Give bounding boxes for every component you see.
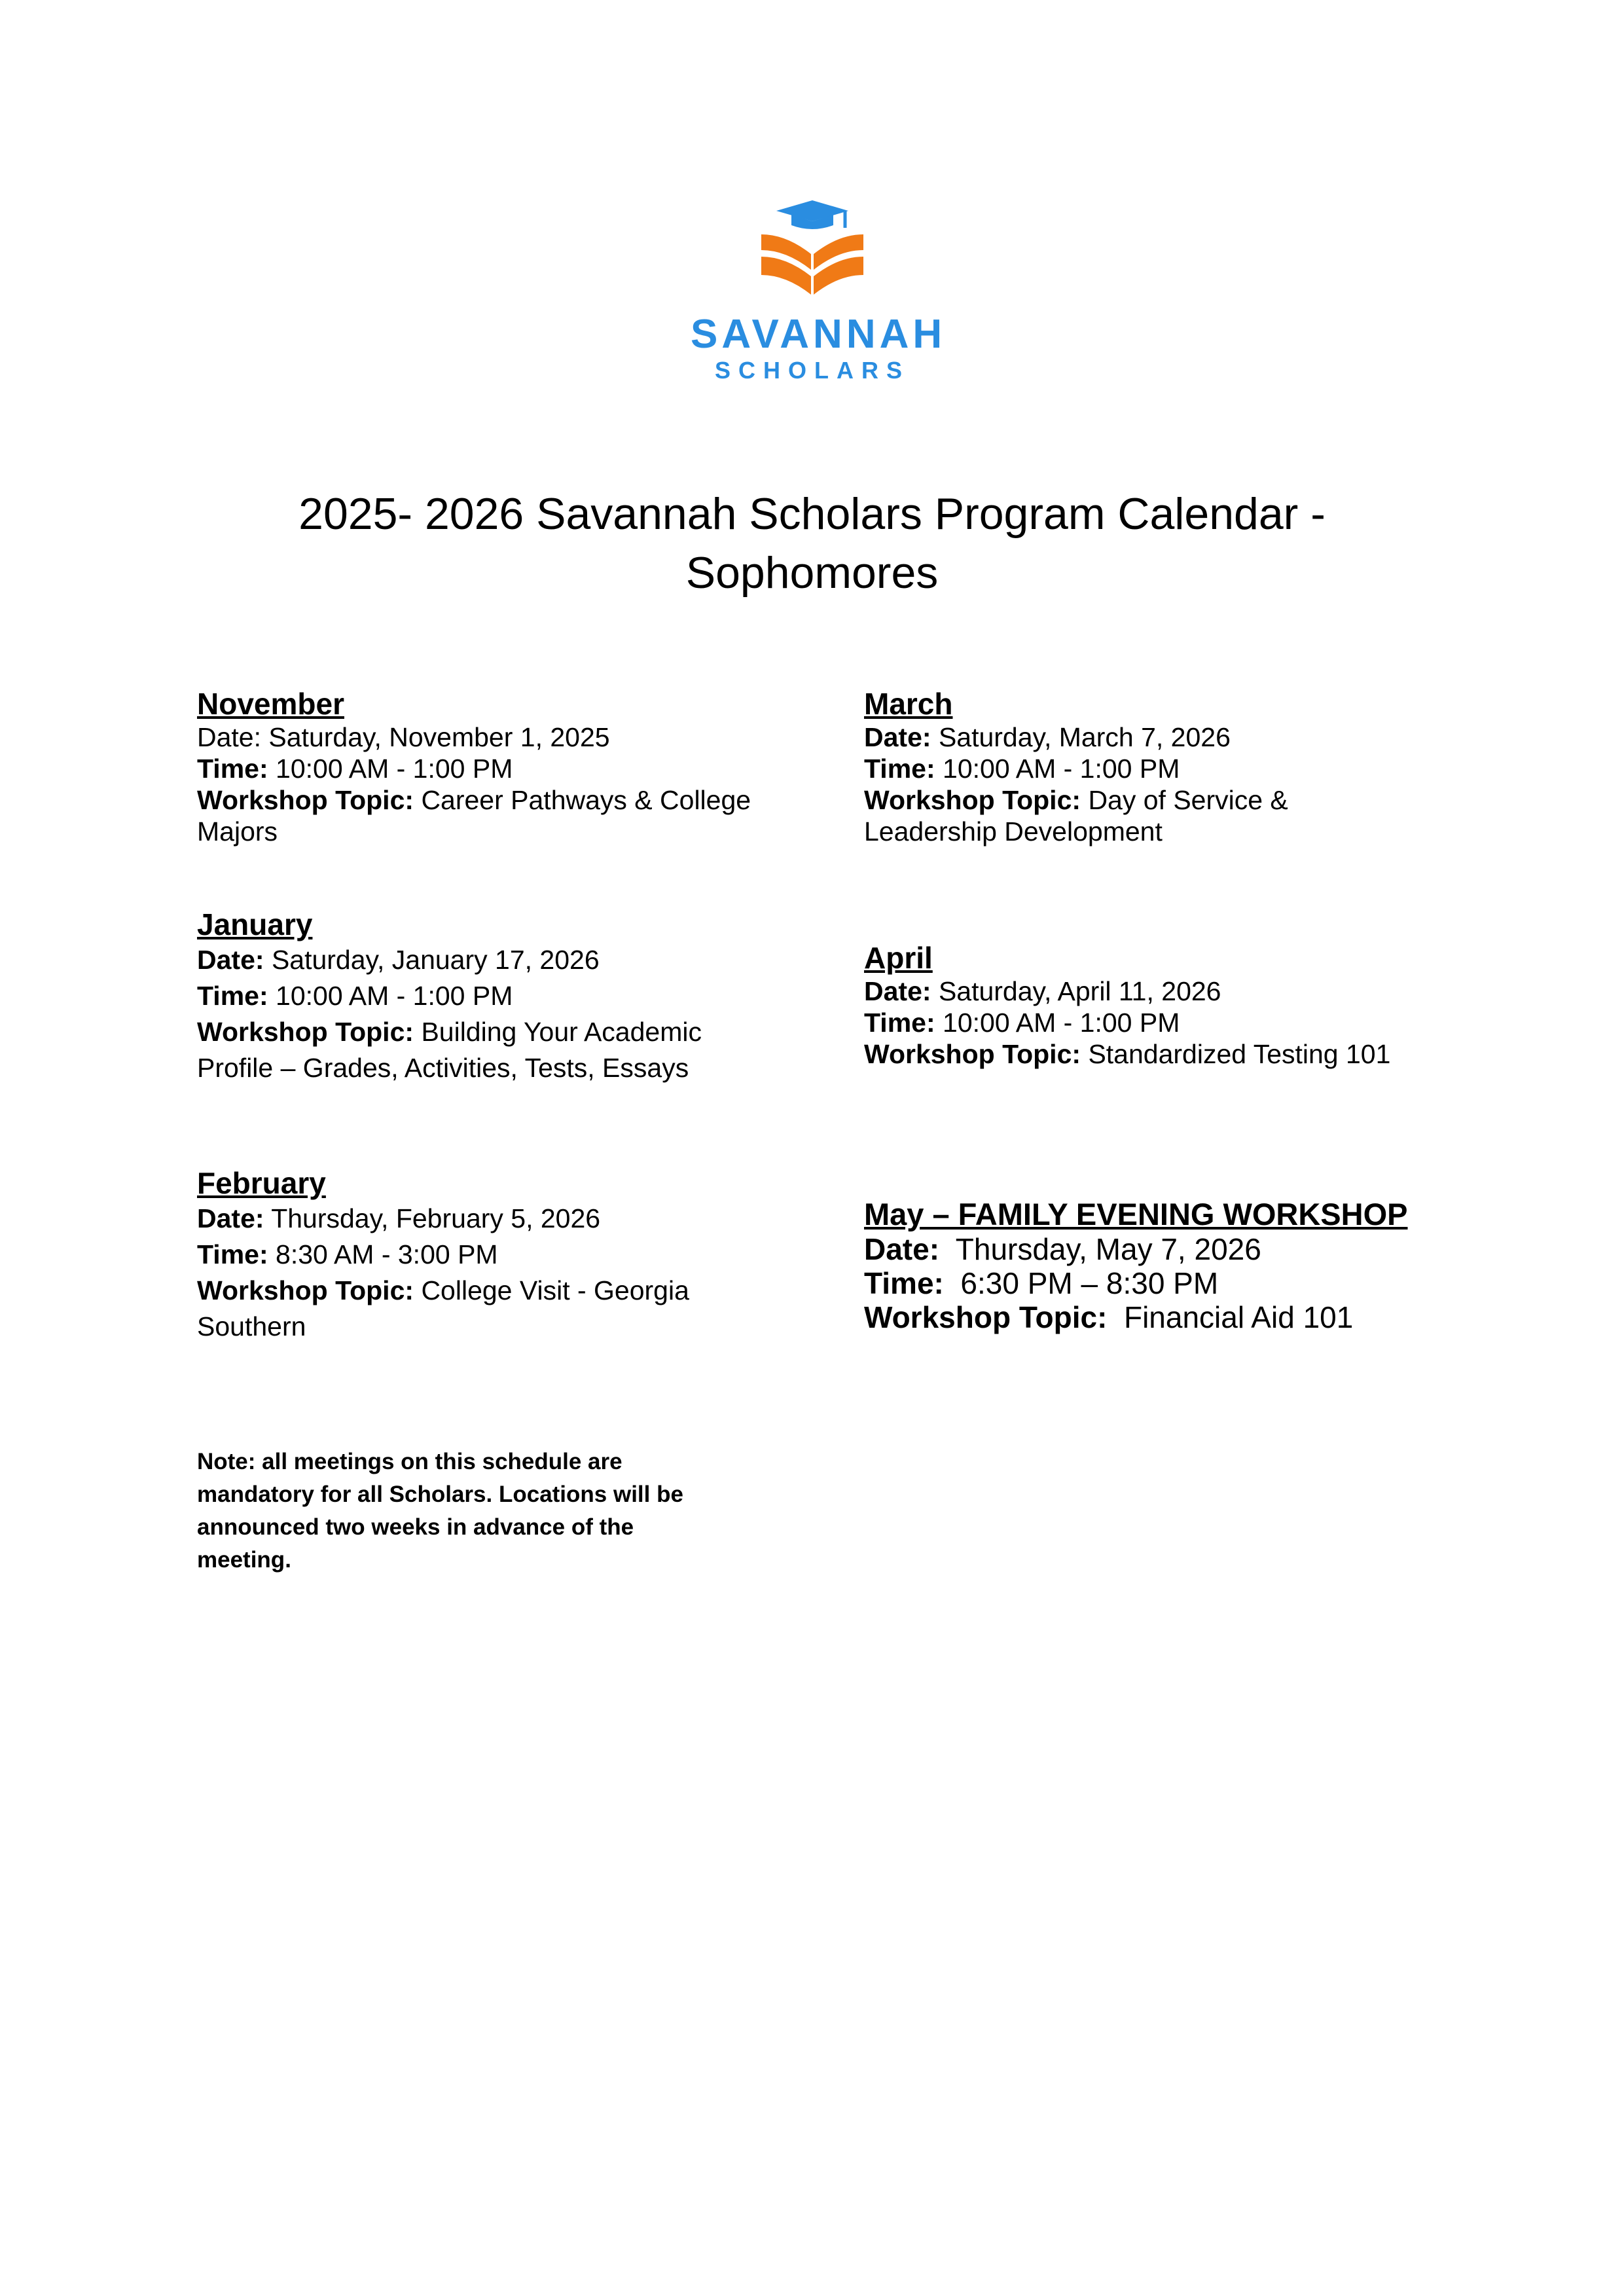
topic-label: Workshop Topic:: [197, 1017, 414, 1047]
event-february: [197, 1165, 852, 1345]
time-row: [864, 1007, 1519, 1038]
date-row: [197, 1201, 852, 1237]
note-line-1: Note: all meetings on this schedule are: [197, 1449, 623, 1474]
savannah-scholars-logo: [691, 196, 947, 386]
topic-value: Day of Service &: [1088, 785, 1288, 815]
time-value: 10:00 AM - 1:00 PM: [943, 1008, 1180, 1038]
event-april: [864, 940, 1519, 1070]
date-value: Thursday, February 5, 2026: [271, 1203, 601, 1233]
topic-row: [864, 1300, 1584, 1334]
event-november: [197, 686, 852, 847]
topic-row-continued: Majors: [197, 816, 278, 847]
topic-value: Building Your Academic: [421, 1017, 702, 1047]
topic-row: [197, 784, 852, 816]
date-row: [197, 942, 852, 978]
topic-value: Standardized Testing 101: [1088, 1039, 1391, 1069]
date-value: Saturday, April 11, 2026: [938, 976, 1221, 1006]
month-heading: November: [197, 687, 344, 721]
title-line-1: 2025- 2026 Savannah Scholars Program Calendar -: [298, 489, 1326, 539]
time-label: Time:: [197, 981, 268, 1011]
time-value: 6:30 PM – 8:30 PM: [960, 1266, 1219, 1300]
topic-label: Workshop Topic:: [197, 1275, 414, 1305]
topic-row-continued: Profile – Grades, Activities, Tests, Essays: [197, 1053, 689, 1083]
schedule-note: [197, 1446, 740, 1576]
topic-label: Workshop Topic:: [864, 785, 1081, 815]
topic-value: College Visit - Georgia: [421, 1275, 689, 1305]
note-line-2: mandatory for all Scholars. Locations will be: [197, 1482, 683, 1507]
topic-row: [197, 1014, 852, 1050]
note-line-4: meeting.: [197, 1547, 291, 1573]
month-heading: March: [864, 687, 953, 721]
graduation-book-icon: [753, 196, 871, 301]
time-row: [864, 753, 1519, 784]
topic-row-continued: Southern: [197, 1311, 306, 1341]
topic-row: [197, 1273, 852, 1309]
date-label: Date:: [197, 1203, 264, 1233]
date-label: Date:: [864, 1232, 940, 1266]
month-heading: January: [197, 907, 313, 941]
topic-row: [864, 1038, 1519, 1070]
time-row: [197, 753, 852, 784]
date-label: Date:: [864, 722, 931, 752]
date-value: Saturday, January 17, 2026: [271, 945, 600, 975]
time-label: Time:: [864, 1008, 935, 1038]
topic-label: Workshop Topic:: [864, 1039, 1081, 1069]
date-row: [864, 1232, 1584, 1266]
topic-row: [864, 784, 1519, 816]
time-row: [864, 1266, 1584, 1300]
time-value: 10:00 AM - 1:00 PM: [276, 754, 513, 784]
time-label: Time:: [864, 1266, 944, 1300]
date-value: Thursday, May 7, 2026: [955, 1232, 1261, 1266]
topic-label: Workshop Topic:: [197, 785, 414, 815]
topic-value: Financial Aid 101: [1123, 1300, 1354, 1334]
date-label: Date:: [197, 722, 261, 752]
date-label: Date:: [864, 976, 931, 1006]
time-label: Time:: [197, 754, 268, 784]
time-value: 10:00 AM - 1:00 PM: [943, 754, 1180, 784]
event-january: [197, 907, 852, 1086]
month-heading: May – FAMILY EVENING WORKSHOP: [864, 1197, 1408, 1231]
page-title: [0, 484, 1624, 602]
topic-row-continued: Leadership Development: [864, 816, 1163, 847]
logo-word-scholars: SCHOLARS: [714, 357, 910, 384]
time-row: [197, 1237, 852, 1273]
time-label: Time:: [197, 1239, 268, 1269]
topic-value: Career Pathways & College: [421, 785, 751, 815]
event-march: [864, 686, 1519, 847]
time-value: 8:30 AM - 3:00 PM: [276, 1239, 498, 1269]
logo-word-savannah: SAVANNAH: [691, 312, 947, 357]
note-line-3: announced two weeks in advance of the: [197, 1514, 634, 1540]
date-row: [864, 721, 1519, 753]
month-heading: April: [864, 941, 933, 975]
topic-label: Workshop Topic:: [864, 1300, 1108, 1334]
date-value: Saturday, March 7, 2026: [938, 722, 1231, 752]
date-value: Saturday, November 1, 2025: [268, 722, 610, 752]
time-label: Time:: [864, 754, 935, 784]
title-line-2: Sophomores: [685, 548, 939, 598]
month-heading: February: [197, 1166, 326, 1200]
date-row: [197, 721, 852, 753]
time-row: [197, 978, 852, 1014]
date-label: Date:: [197, 945, 264, 975]
date-row: [864, 975, 1519, 1007]
time-value: 10:00 AM - 1:00 PM: [276, 981, 513, 1011]
event-may: [864, 1197, 1584, 1334]
